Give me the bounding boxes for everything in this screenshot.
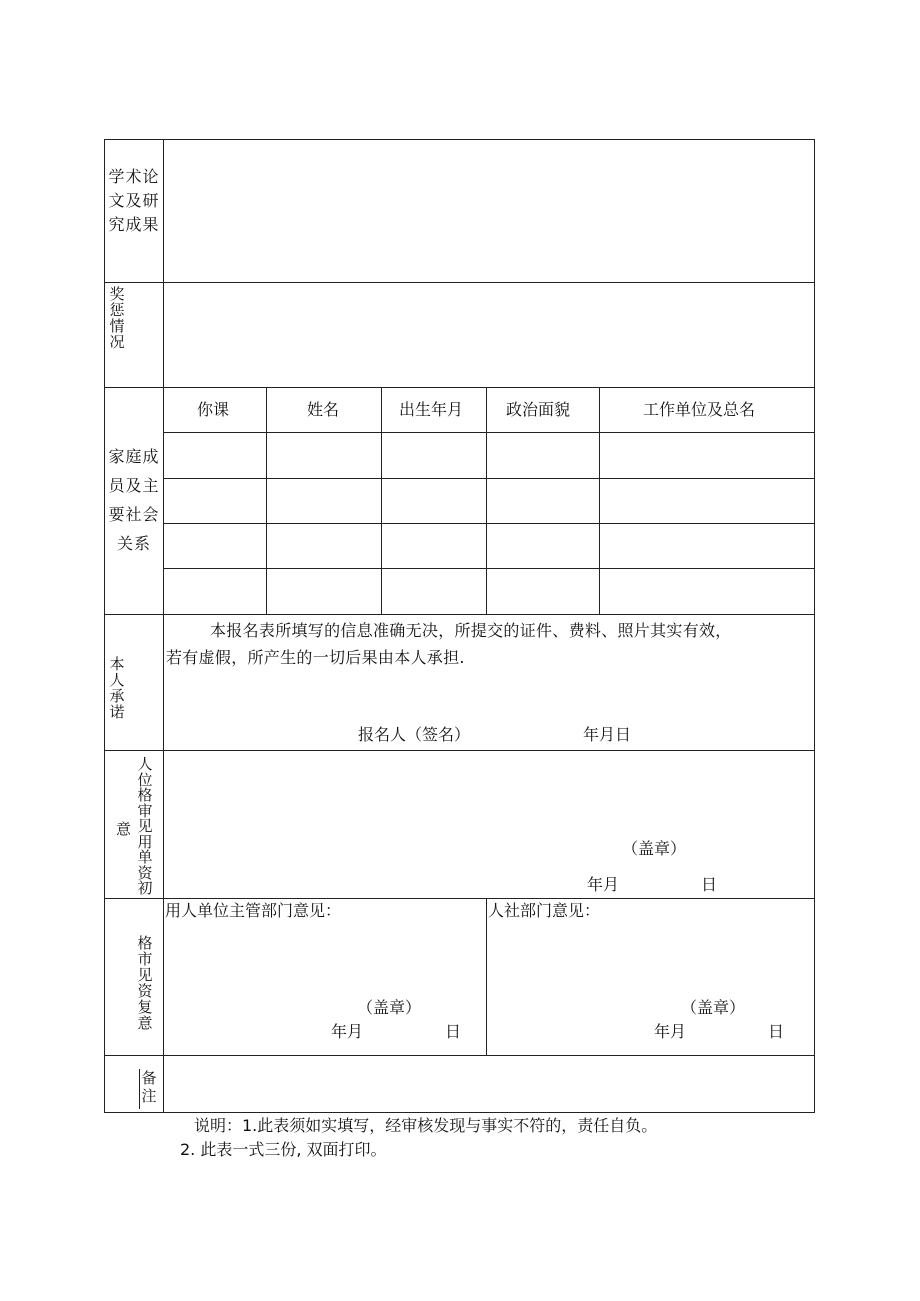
initial-review-date-ym: 年月 [587, 875, 620, 894]
re-review-right-date-d: 日 [768, 1022, 785, 1041]
family-table-body[interactable] [164, 433, 814, 614]
pledge-date: 年月日 [583, 725, 632, 744]
academic-label: 学术论文及研究成果 [108, 167, 160, 234]
remarks-field[interactable] [164, 1056, 814, 1112]
initial-review-seal: （盖章） [622, 839, 687, 858]
remarks-label: 备注 [141, 1069, 157, 1105]
awards-label: 奖惩情况 [109, 285, 125, 351]
family-header-name: 姓名 [307, 400, 340, 419]
re-review-right-field[interactable] [487, 925, 814, 1055]
family-header-workplace: 工作单位及总名 [643, 400, 756, 419]
pledge-signer-label: 报名人（签名） [358, 725, 471, 744]
pledge-label: 本人承诺 [109, 655, 125, 721]
academic-field[interactable] [164, 140, 814, 282]
note-line-1: 说明：1.此表须如实填写，经审核发现与事实不符的，责任自负。 [194, 1116, 658, 1135]
family-header-relation: 你课 [197, 400, 230, 419]
re-review-right-title: 人社部门意见： [488, 901, 601, 920]
re-review-left-date-d: 日 [445, 1022, 462, 1041]
pledge-text-line2: 若有虚假，所产生的一切后果由本人承担. [166, 648, 465, 667]
note-line-2: 2. 此表一式三份, 双面打印。 [180, 1140, 387, 1159]
pledge-signature-field[interactable] [482, 722, 577, 746]
re-review-label: 格市见资复意 [137, 934, 153, 1032]
re-review-left-title: 用人单位主管部门意见： [165, 901, 342, 920]
initial-review-date-d: 日 [701, 875, 718, 894]
family-header-birth: 出生年月 [399, 400, 464, 419]
re-review-right-date-ym: 年月 [654, 1022, 687, 1041]
re-review-left-date-ym: 年月 [331, 1022, 364, 1041]
initial-review-label: 人位格审见用单资初 [137, 755, 153, 897]
family-header-politics: 政治面貌 [506, 400, 571, 419]
awards-field[interactable] [164, 283, 814, 387]
re-review-left-seal: （盖章） [357, 998, 422, 1017]
re-review-left-field[interactable] [164, 925, 485, 1055]
re-review-right-seal: （盖章） [681, 998, 746, 1017]
family-label: 家庭成员及主要社会关系 [108, 447, 160, 553]
pledge-text-line1: 本报名表所填写的信息准确无决，所提交的证件、费料、照片其实有效， [210, 621, 732, 640]
initial-review-label-yi: 意 [116, 820, 132, 838]
